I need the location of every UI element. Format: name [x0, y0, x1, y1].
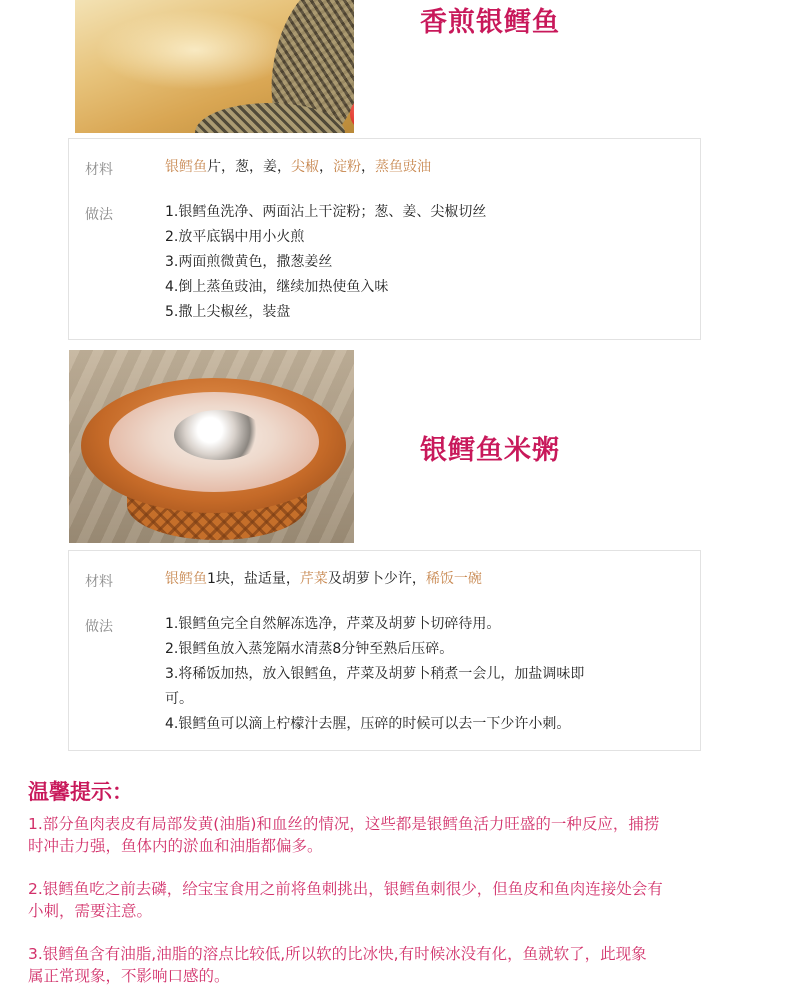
material-item: 芹菜 — [299, 571, 328, 587]
materials-list — [165, 567, 482, 592]
tip-item — [28, 878, 768, 922]
materials-label: 材料 — [85, 574, 113, 590]
material-item: 银鳕鱼 — [165, 571, 207, 587]
recipe-card — [68, 550, 701, 751]
step-item: 3.两面煎微黄色，撒葱姜丝 — [165, 254, 333, 270]
step-item: 可。 — [165, 691, 193, 707]
tip-line: 2.银鳕鱼吃之前去磷，给宝宝食用之前将鱼刺挑出，银鳕鱼刺很少，但鱼皮和鱼肉连接处会有 — [28, 880, 663, 898]
materials-label: 材料 — [85, 162, 113, 178]
material-item: 1块，盐适量， — [207, 571, 300, 587]
material-item: 片，葱，姜， — [207, 159, 291, 175]
tip-item — [28, 943, 768, 987]
tips-title: 温馨提示： — [28, 779, 133, 804]
steps-list — [165, 612, 584, 737]
method-label: 做法 — [85, 619, 113, 635]
material-item: 及胡萝卜少许， — [327, 571, 426, 587]
method-label: 做法 — [85, 207, 113, 223]
recipe-title: 银鳕鱼米粥 — [420, 435, 560, 466]
materials-list — [165, 155, 431, 180]
recipe-card — [68, 138, 701, 340]
material-item: ， — [361, 159, 375, 175]
material-item: 银鳕鱼 — [165, 159, 207, 175]
tip-line: 小刺，需要注意。 — [28, 902, 153, 920]
step-item: 3.将稀饭加热，放入银鳕鱼，芹菜及胡萝卜稍煮一会儿，加盐调味即 — [165, 666, 585, 682]
tip-line: 3.银鳕鱼含有油脂,油脂的溶点比较低,所以软的比冰快,有时候冰没有化，鱼就软了，此现象 — [28, 945, 647, 963]
steps-list — [165, 200, 486, 325]
step-item: 4.倒上蒸鱼豉油，继续加热使鱼入味 — [165, 279, 389, 295]
material-item: 蒸鱼豉油 — [375, 159, 431, 175]
step-item: 5.撒上尖椒丝，装盘 — [165, 304, 291, 320]
material-item: 尖椒 — [291, 159, 319, 175]
step-item: 1.银鳕鱼洗净、两面沾上干淀粉；葱、姜、尖椒切丝 — [165, 204, 487, 220]
cod-porridge-photo — [69, 350, 354, 543]
step-item: 4.银鳕鱼可以滴上柠檬汁去腥，压碎的时候可以去一下少许小刺。 — [165, 716, 571, 732]
material-item: 淀粉 — [333, 159, 361, 175]
tip-line: 1.部分鱼肉表皮有局部发黄(油脂)和血丝的情况，这些都是银鳕鱼活力旺盛的一种反应，捕捞 — [28, 815, 660, 833]
fried-cod-photo — [75, 0, 354, 133]
tip-line: 属正常现象，不影响口感的。 — [28, 967, 230, 985]
step-item: 1.银鳕鱼完全自然解冻选净，芹菜及胡萝卜切碎待用。 — [165, 616, 501, 632]
recipe-title: 香煎银鳕鱼 — [420, 7, 560, 38]
tip-item — [28, 813, 768, 857]
step-item: 2.银鳕鱼放入蒸笼隔水清蒸8分钟至熟后压碎。 — [165, 641, 454, 657]
material-item: ， — [319, 159, 333, 175]
step-item: 2.放平底锅中用小火煎 — [165, 229, 305, 245]
material-item: 稀饭一碗 — [425, 571, 482, 587]
tip-line: 时冲击力强，鱼体内的淤血和油脂都偏多。 — [28, 837, 323, 855]
